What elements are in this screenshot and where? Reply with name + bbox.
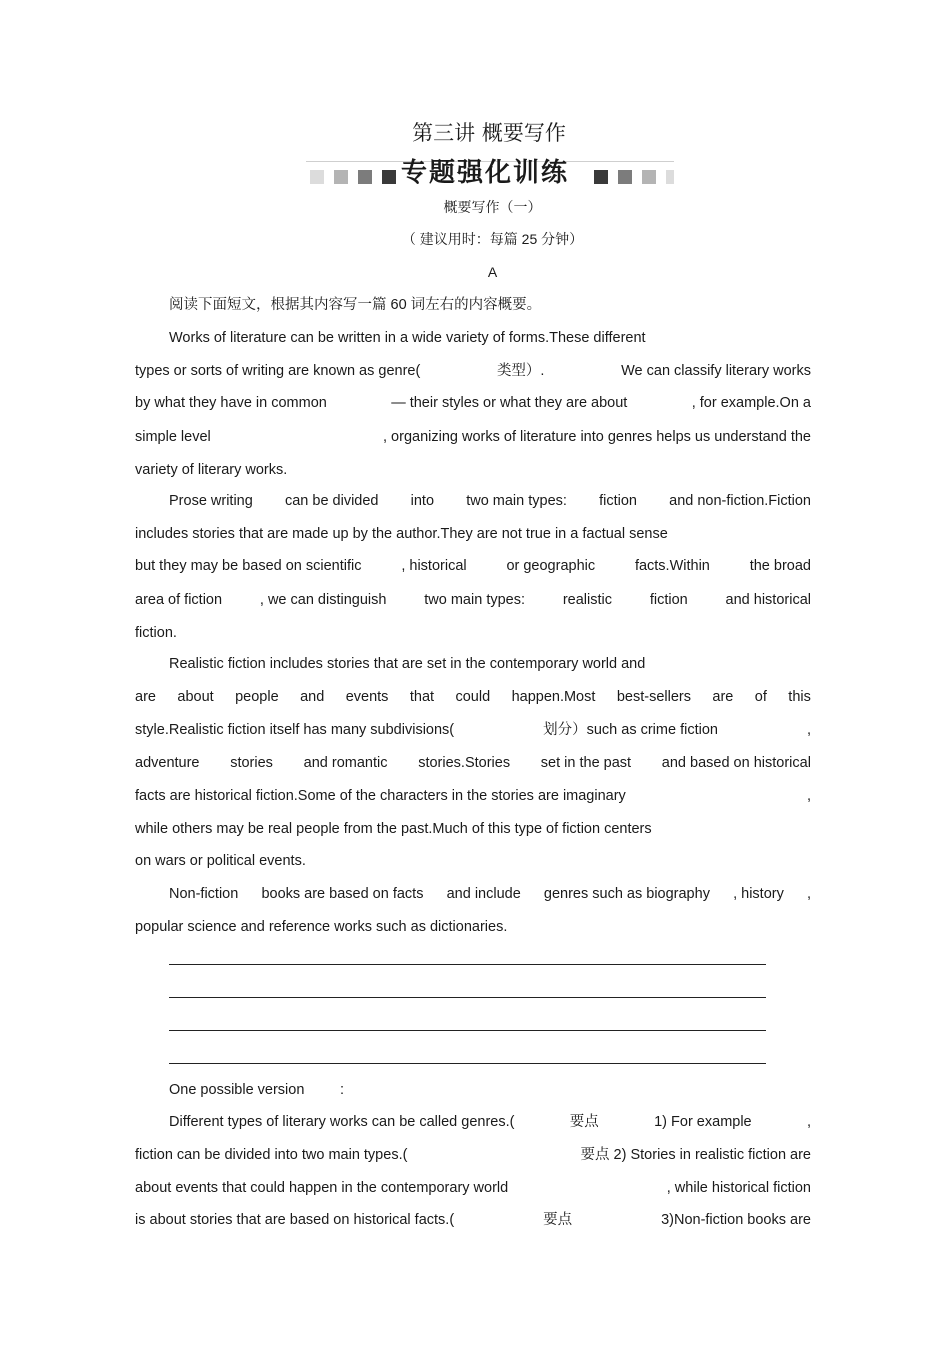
passage-line — [169, 885, 811, 903]
time-note: （ 建议用时：每篇 25 分钟） — [401, 231, 584, 247]
passage-segment: that — [409, 689, 435, 705]
passage-segment: simple level — [135, 429, 211, 445]
passage-segment: popular science and reference works such as dictionaries. — [135, 919, 508, 935]
passage-segment: and based on historical — [661, 755, 811, 771]
passage-segment: about — [177, 689, 214, 705]
passage-segment: 划分）such as crime fiction — [543, 722, 718, 738]
passage-line — [135, 591, 811, 609]
passage-segment: stories.Stories — [418, 755, 511, 771]
passage-line — [135, 688, 811, 706]
passage-segment: facts.Within — [634, 558, 710, 574]
passage-segment: people — [235, 689, 279, 705]
passage-segment: Prose writing — [169, 493, 253, 509]
passage-segment: on wars or political events. — [135, 853, 306, 869]
passage-segment: Non-fiction — [169, 886, 239, 902]
answer-line — [135, 1179, 811, 1197]
passage-segment: while others may be real people from the past.Much of this type of fiction centers — [135, 821, 652, 837]
answer-segment: is about stories that are based on historical facts.( — [135, 1212, 455, 1228]
passage-segment: by what they have in common — [135, 395, 327, 411]
passage-line — [135, 624, 177, 642]
passage-segment: fiction — [599, 493, 637, 509]
passage-segment: fiction — [649, 592, 688, 608]
passage-segment: best-sellers — [616, 689, 691, 705]
answer-label: One possible version — [169, 1082, 305, 1098]
passage-segment: variety of literary works. — [135, 462, 288, 478]
passage-line — [135, 852, 306, 870]
exercise-subtitle: 概要写作（一） — [443, 199, 542, 215]
passage-line — [135, 820, 652, 838]
passage-line — [135, 918, 507, 936]
passage-segment: realistic — [562, 592, 612, 608]
passage-segment: happen.Most — [511, 689, 596, 705]
instruction: 阅读下面短文，根据其内容写一篇 60 词左右的内容概要。 — [169, 297, 542, 313]
passage-line — [135, 754, 811, 772]
passage-segment: 类型）. — [496, 363, 545, 379]
answer-line — [169, 1113, 811, 1131]
passage-segment: adventure — [135, 755, 200, 771]
banner-square-icon — [666, 170, 674, 184]
answer-line — [135, 1146, 811, 1164]
passage-segment: style.Realistic fiction itself has many subdivisions( — [135, 722, 455, 738]
section-label: A — [487, 264, 498, 280]
answer-segment: , — [806, 1114, 811, 1130]
answer-segment: 3)Non-fiction books are — [661, 1212, 811, 1228]
passage-segment: fiction. — [135, 625, 177, 641]
passage-segment: , — [806, 886, 811, 902]
answer-segment: fiction can be divided into two main types.( — [135, 1147, 408, 1163]
passage-segment: can be divided — [284, 493, 379, 509]
banner-title: 专题强化训练 — [401, 158, 570, 188]
passage-segment: , historical — [401, 558, 467, 574]
passage-segment: Realistic fiction includes stories that are set in the contemporary world and — [169, 656, 646, 672]
passage-segment: — their styles or what they are about — [391, 395, 628, 411]
answer-line — [169, 1030, 766, 1031]
passage-line — [135, 721, 811, 739]
passage-segment: or geographic — [506, 558, 596, 574]
answer-line — [169, 964, 766, 965]
passage-segment: , history — [733, 886, 784, 902]
answer-segment: 1) For example — [654, 1114, 752, 1130]
banner-square-icon — [310, 170, 324, 184]
answer-line — [169, 997, 766, 998]
passage-segment: genres such as biography — [543, 886, 710, 902]
banner-square-icon — [334, 170, 348, 184]
passage-line — [135, 461, 287, 479]
passage-segment: are — [712, 689, 734, 705]
answer-segment: , while historical fiction — [666, 1180, 811, 1196]
passage-segment: and romantic — [303, 755, 388, 771]
passage-segment: and non-fiction.Fiction — [669, 493, 811, 509]
passage-segment: into — [410, 493, 435, 509]
answer-segment: 要点 — [543, 1212, 573, 1228]
section-banner — [306, 159, 674, 189]
passage-line — [169, 492, 811, 510]
passage-segment: , — [806, 722, 811, 738]
answer-label-colon: : — [340, 1082, 345, 1098]
passage-line — [135, 428, 811, 446]
answer-segment: about events that could happen in the contemporary world — [135, 1180, 509, 1196]
banner-square-icon — [382, 170, 396, 184]
passage-segment: and include — [446, 886, 521, 902]
passage-line — [135, 525, 668, 543]
banner-square-icon — [594, 170, 608, 184]
passage-segment: books are based on facts — [261, 886, 424, 902]
banner-square-icon — [358, 170, 372, 184]
banner-square-icon — [618, 170, 632, 184]
passage-segment: , we can distinguish — [259, 592, 387, 608]
lecture-title: 第三讲 概要写作 — [412, 121, 566, 145]
passage-segment: stories — [230, 755, 273, 771]
passage-segment: We can classify literary works — [621, 363, 811, 379]
passage-line — [169, 655, 645, 673]
passage-segment: are — [135, 689, 156, 705]
passage-segment: events — [345, 689, 389, 705]
passage-segment: , for example.On a — [691, 395, 811, 411]
passage-segment: two main types: — [424, 592, 526, 608]
passage-segment: area of fiction — [135, 592, 223, 608]
passage-segment: this — [788, 689, 811, 705]
passage-segment: , organizing works of literature into genres helps us understand the — [383, 429, 811, 445]
passage-segment: includes stories that are made up by the author.They are not true in a factual sense — [135, 526, 668, 542]
passage-line — [135, 362, 811, 380]
passage-line — [169, 329, 646, 347]
passage-line — [135, 787, 811, 805]
answer-line — [135, 1211, 811, 1229]
answer-segment: 要点 — [569, 1114, 599, 1130]
passage-segment: Works of literature can be written in a wide variety of forms.These different — [169, 330, 646, 346]
passage-line — [135, 557, 811, 575]
passage-segment: types or sorts of writing are known as genre( — [135, 363, 421, 379]
banner-square-icon — [642, 170, 656, 184]
answer-line — [169, 1063, 766, 1064]
passage-segment: and — [300, 689, 325, 705]
passage-segment: but they may be based on scientific — [135, 558, 362, 574]
passage-line — [135, 394, 811, 412]
passage-segment: the broad — [749, 558, 811, 574]
answer-segment: Different types of literary works can be called genres.( — [169, 1114, 515, 1130]
passage-segment: and historical — [725, 592, 811, 608]
passage-segment: of — [754, 689, 767, 705]
passage-segment: , — [806, 788, 811, 804]
passage-segment: two main types: — [466, 493, 567, 509]
passage-segment: set in the past — [540, 755, 632, 771]
passage-segment: facts are historical fiction.Some of the characters in the stories are imaginary — [135, 788, 626, 804]
answer-segment: 要点 2) Stories in realistic fiction are — [580, 1147, 811, 1163]
passage-segment: could — [455, 689, 491, 705]
